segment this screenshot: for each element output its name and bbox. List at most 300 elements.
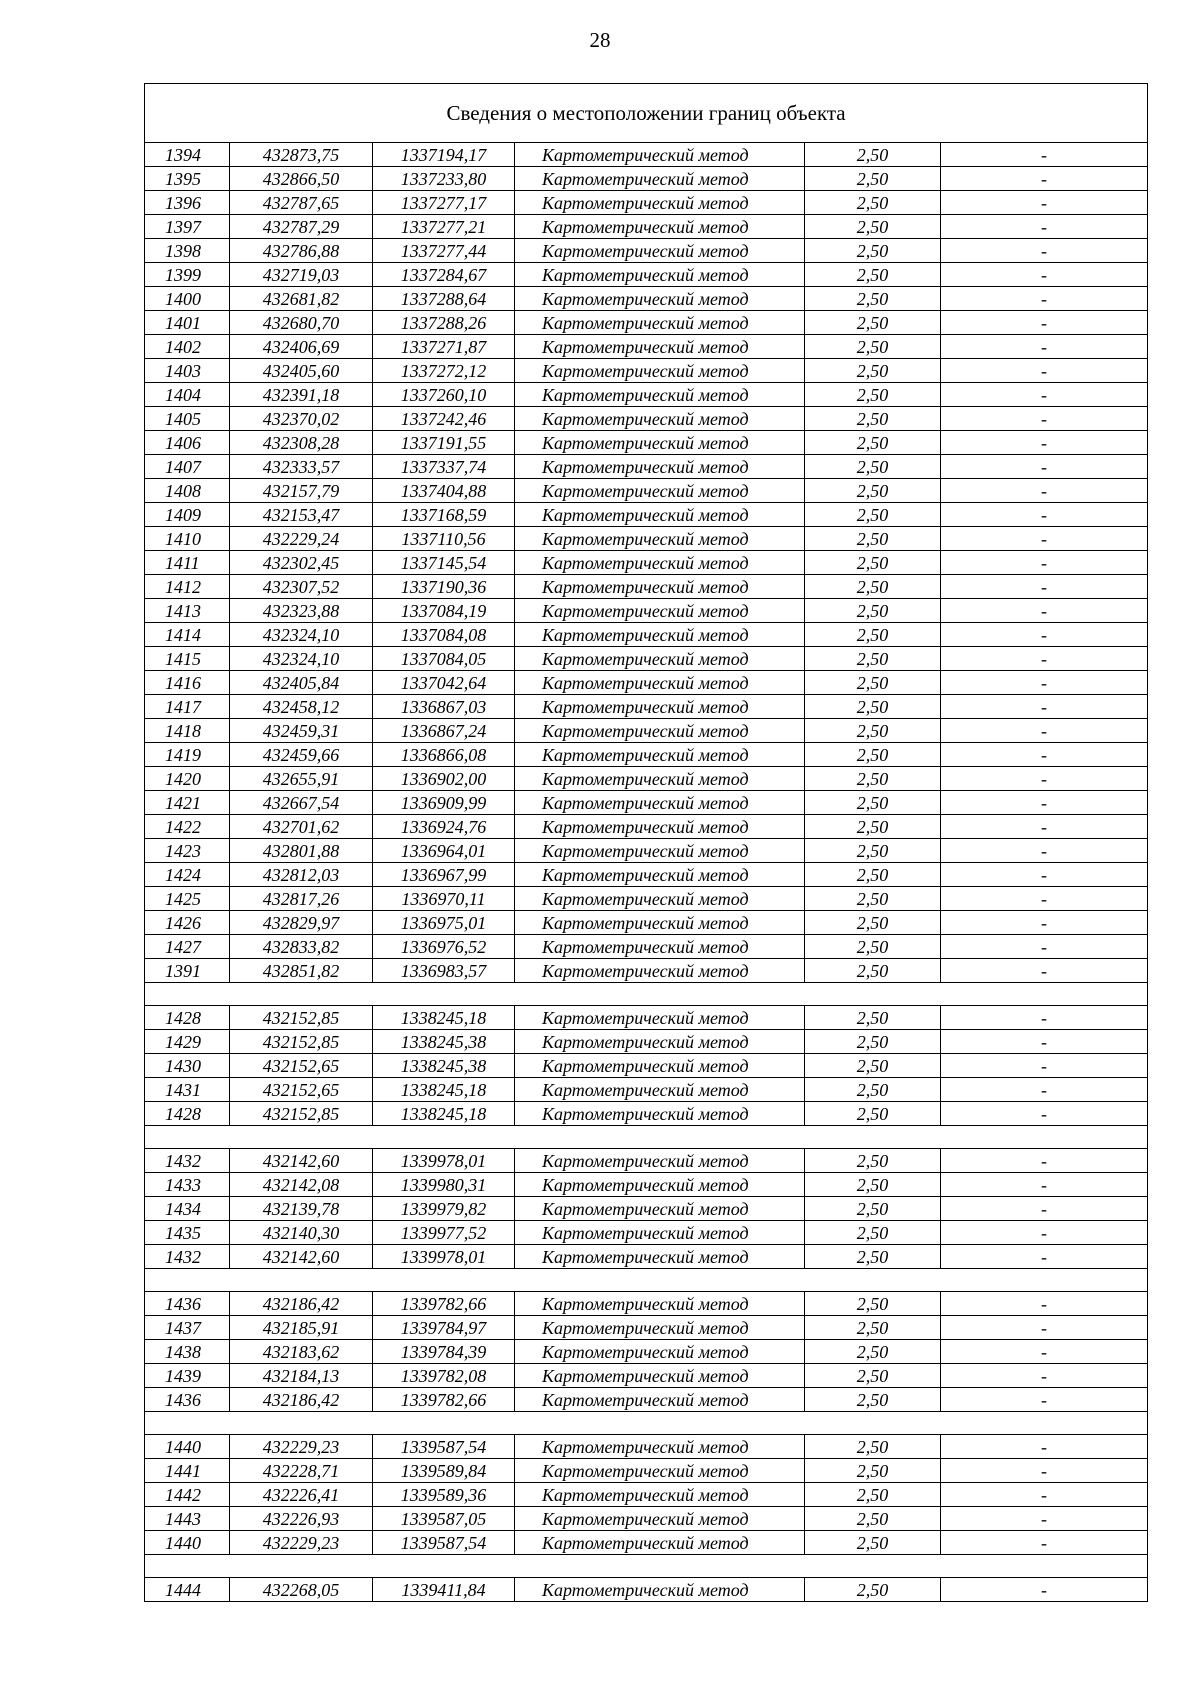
x-coordinate: 432153,47 (230, 503, 373, 527)
table-row (145, 1078, 1148, 1102)
method: Картометрический метод (515, 1316, 805, 1340)
method: Картометрический метод (515, 287, 805, 311)
note: - (941, 911, 1148, 935)
x-coordinate: 432866,50 (230, 167, 373, 191)
method: Картометрический метод (515, 671, 805, 695)
method: Картометрический метод (515, 791, 805, 815)
note: - (941, 383, 1148, 407)
accuracy: 2,50 (805, 143, 941, 167)
y-coordinate: 1336909,99 (373, 791, 515, 815)
point-number: 1409 (145, 503, 230, 527)
table-row (145, 407, 1148, 431)
x-coordinate: 432142,60 (230, 1245, 373, 1269)
accuracy: 2,50 (805, 1316, 941, 1340)
table-row (145, 647, 1148, 671)
method: Картометрический метод (515, 551, 805, 575)
table-row (145, 935, 1148, 959)
x-coordinate: 432719,03 (230, 263, 373, 287)
point-number: 1436 (145, 1292, 230, 1316)
y-coordinate: 1339784,39 (373, 1340, 515, 1364)
y-coordinate: 1339411,84 (373, 1578, 515, 1602)
table-row (145, 1340, 1148, 1364)
point-number: 1397 (145, 215, 230, 239)
accuracy: 2,50 (805, 1459, 941, 1483)
group-separator-row (145, 1555, 1148, 1578)
x-coordinate: 432152,85 (230, 1030, 373, 1054)
table-row (145, 143, 1148, 167)
accuracy: 2,50 (805, 215, 941, 239)
y-coordinate: 1339782,66 (373, 1292, 515, 1316)
note: - (941, 1197, 1148, 1221)
y-coordinate: 1337260,10 (373, 383, 515, 407)
y-coordinate: 1339978,01 (373, 1245, 515, 1269)
accuracy: 2,50 (805, 1078, 941, 1102)
x-coordinate: 432787,29 (230, 215, 373, 239)
point-number: 1396 (145, 191, 230, 215)
accuracy: 2,50 (805, 719, 941, 743)
method: Картометрический метод (515, 503, 805, 527)
accuracy: 2,50 (805, 1388, 941, 1412)
x-coordinate: 432152,85 (230, 1006, 373, 1030)
y-coordinate: 1337084,05 (373, 647, 515, 671)
table-row (145, 383, 1148, 407)
point-number: 1404 (145, 383, 230, 407)
y-coordinate: 1337404,88 (373, 479, 515, 503)
x-coordinate: 432139,78 (230, 1197, 373, 1221)
note: - (941, 1340, 1148, 1364)
note: - (941, 1173, 1148, 1197)
y-coordinate: 1336866,08 (373, 743, 515, 767)
method: Картометрический метод (515, 1245, 805, 1269)
table-row (145, 287, 1148, 311)
point-number: 1438 (145, 1340, 230, 1364)
table-row (145, 863, 1148, 887)
accuracy: 2,50 (805, 599, 941, 623)
accuracy: 2,50 (805, 863, 941, 887)
note: - (941, 863, 1148, 887)
method: Картометрический метод (515, 815, 805, 839)
accuracy: 2,50 (805, 551, 941, 575)
table-row (145, 887, 1148, 911)
point-number: 1395 (145, 167, 230, 191)
note: - (941, 599, 1148, 623)
x-coordinate: 432829,97 (230, 911, 373, 935)
point-number: 1428 (145, 1102, 230, 1126)
point-number: 1420 (145, 767, 230, 791)
note: - (941, 335, 1148, 359)
y-coordinate: 1336970,11 (373, 887, 515, 911)
point-number: 1429 (145, 1030, 230, 1054)
y-coordinate: 1339782,08 (373, 1364, 515, 1388)
note: - (941, 407, 1148, 431)
point-number: 1431 (145, 1078, 230, 1102)
table-row (145, 1483, 1148, 1507)
group-separator-row (145, 1126, 1148, 1149)
x-coordinate: 432817,26 (230, 887, 373, 911)
accuracy: 2,50 (805, 503, 941, 527)
point-number: 1426 (145, 911, 230, 935)
x-coordinate: 432268,05 (230, 1578, 373, 1602)
point-number: 1427 (145, 935, 230, 959)
table-title-row (145, 84, 1148, 143)
y-coordinate: 1337277,21 (373, 215, 515, 239)
y-coordinate: 1337194,17 (373, 143, 515, 167)
point-number: 1391 (145, 959, 230, 983)
method: Картометрический метод (515, 695, 805, 719)
method: Картометрический метод (515, 527, 805, 551)
accuracy: 2,50 (805, 311, 941, 335)
note: - (941, 167, 1148, 191)
accuracy: 2,50 (805, 1149, 941, 1173)
accuracy: 2,50 (805, 1054, 941, 1078)
boundary-table (144, 83, 1148, 1602)
group-separator (145, 1269, 1148, 1292)
accuracy: 2,50 (805, 695, 941, 719)
method: Картометрический метод (515, 479, 805, 503)
y-coordinate: 1337288,26 (373, 311, 515, 335)
note: - (941, 671, 1148, 695)
point-number: 1403 (145, 359, 230, 383)
x-coordinate: 432229,23 (230, 1435, 373, 1459)
table-row (145, 599, 1148, 623)
point-number: 1412 (145, 575, 230, 599)
method: Картометрический метод (515, 959, 805, 983)
accuracy: 2,50 (805, 1030, 941, 1054)
x-coordinate: 432142,60 (230, 1149, 373, 1173)
table-title: Сведения о местоположении границ объекта (145, 84, 1148, 143)
table-row (145, 1578, 1148, 1602)
table-row (145, 1149, 1148, 1173)
note: - (941, 1531, 1148, 1555)
method: Картометрический метод (515, 1459, 805, 1483)
point-number: 1435 (145, 1221, 230, 1245)
point-number: 1442 (145, 1483, 230, 1507)
point-number: 1410 (145, 527, 230, 551)
y-coordinate: 1337084,19 (373, 599, 515, 623)
table-row (145, 1102, 1148, 1126)
table-row (145, 1030, 1148, 1054)
method: Картометрический метод (515, 167, 805, 191)
table-row (145, 1435, 1148, 1459)
method: Картометрический метод (515, 623, 805, 647)
note: - (941, 287, 1148, 311)
x-coordinate: 432140,30 (230, 1221, 373, 1245)
method: Картометрический метод (515, 719, 805, 743)
accuracy: 2,50 (805, 167, 941, 191)
accuracy: 2,50 (805, 887, 941, 911)
method: Картометрический метод (515, 1388, 805, 1412)
table-row (145, 1459, 1148, 1483)
accuracy: 2,50 (805, 479, 941, 503)
point-number: 1424 (145, 863, 230, 887)
point-number: 1418 (145, 719, 230, 743)
method: Картометрический метод (515, 1483, 805, 1507)
accuracy: 2,50 (805, 1173, 941, 1197)
point-number: 1406 (145, 431, 230, 455)
note: - (941, 839, 1148, 863)
method: Картометрический метод (515, 1006, 805, 1030)
method: Картометрический метод (515, 767, 805, 791)
note: - (941, 1245, 1148, 1269)
accuracy: 2,50 (805, 671, 941, 695)
note: - (941, 455, 1148, 479)
x-coordinate: 432406,69 (230, 335, 373, 359)
method: Картометрический метод (515, 575, 805, 599)
point-number: 1419 (145, 743, 230, 767)
y-coordinate: 1337277,44 (373, 239, 515, 263)
table-row (145, 1531, 1148, 1555)
point-number: 1430 (145, 1054, 230, 1078)
table-row (145, 743, 1148, 767)
point-number: 1394 (145, 143, 230, 167)
accuracy: 2,50 (805, 839, 941, 863)
y-coordinate: 1336924,76 (373, 815, 515, 839)
note: - (941, 1102, 1148, 1126)
y-coordinate: 1336902,00 (373, 767, 515, 791)
accuracy: 2,50 (805, 383, 941, 407)
x-coordinate: 432307,52 (230, 575, 373, 599)
table-row (145, 767, 1148, 791)
table-row (145, 719, 1148, 743)
point-number: 1436 (145, 1388, 230, 1412)
table-row (145, 311, 1148, 335)
y-coordinate: 1339589,36 (373, 1483, 515, 1507)
method: Картометрический метод (515, 263, 805, 287)
note: - (941, 647, 1148, 671)
note: - (941, 1364, 1148, 1388)
x-coordinate: 432228,71 (230, 1459, 373, 1483)
accuracy: 2,50 (805, 623, 941, 647)
table-row (145, 455, 1148, 479)
method: Картометрический метод (515, 1197, 805, 1221)
x-coordinate: 432458,12 (230, 695, 373, 719)
accuracy: 2,50 (805, 1531, 941, 1555)
note: - (941, 239, 1148, 263)
method: Картометрический метод (515, 743, 805, 767)
accuracy: 2,50 (805, 647, 941, 671)
point-number: 1408 (145, 479, 230, 503)
y-coordinate: 1338245,18 (373, 1102, 515, 1126)
table-row (145, 215, 1148, 239)
y-coordinate: 1337084,08 (373, 623, 515, 647)
note: - (941, 767, 1148, 791)
note: - (941, 1078, 1148, 1102)
method: Картометрический метод (515, 1078, 805, 1102)
y-coordinate: 1336867,03 (373, 695, 515, 719)
x-coordinate: 432142,08 (230, 1173, 373, 1197)
x-coordinate: 432184,13 (230, 1364, 373, 1388)
y-coordinate: 1336964,01 (373, 839, 515, 863)
method: Картометрический метод (515, 359, 805, 383)
method: Картометрический метод (515, 1531, 805, 1555)
method: Картометрический метод (515, 839, 805, 863)
method: Картометрический метод (515, 887, 805, 911)
y-coordinate: 1336967,99 (373, 863, 515, 887)
point-number: 1421 (145, 791, 230, 815)
table-row (145, 839, 1148, 863)
x-coordinate: 432812,03 (230, 863, 373, 887)
x-coordinate: 432186,42 (230, 1388, 373, 1412)
point-number: 1432 (145, 1245, 230, 1269)
table-row (145, 623, 1148, 647)
method: Картометрический метод (515, 1054, 805, 1078)
point-number: 1411 (145, 551, 230, 575)
group-separator (145, 1412, 1148, 1435)
x-coordinate: 432152,85 (230, 1102, 373, 1126)
table-row (145, 1173, 1148, 1197)
x-coordinate: 432370,02 (230, 407, 373, 431)
x-coordinate: 432681,82 (230, 287, 373, 311)
x-coordinate: 432229,23 (230, 1531, 373, 1555)
accuracy: 2,50 (805, 287, 941, 311)
y-coordinate: 1339979,82 (373, 1197, 515, 1221)
accuracy: 2,50 (805, 1197, 941, 1221)
method: Картометрический метод (515, 215, 805, 239)
method: Картометрический метод (515, 863, 805, 887)
x-coordinate: 432157,79 (230, 479, 373, 503)
x-coordinate: 432787,65 (230, 191, 373, 215)
y-coordinate: 1337272,12 (373, 359, 515, 383)
note: - (941, 1149, 1148, 1173)
method: Картометрический метод (515, 311, 805, 335)
method: Картометрический метод (515, 1221, 805, 1245)
x-coordinate: 432873,75 (230, 143, 373, 167)
method: Картометрический метод (515, 455, 805, 479)
point-number: 1444 (145, 1578, 230, 1602)
accuracy: 2,50 (805, 959, 941, 983)
table-row (145, 959, 1148, 983)
table-row (145, 1507, 1148, 1531)
group-separator (145, 983, 1148, 1006)
x-coordinate: 432183,62 (230, 1340, 373, 1364)
note: - (941, 311, 1148, 335)
accuracy: 2,50 (805, 1578, 941, 1602)
x-coordinate: 432152,65 (230, 1054, 373, 1078)
y-coordinate: 1338245,38 (373, 1030, 515, 1054)
x-coordinate: 432459,66 (230, 743, 373, 767)
y-coordinate: 1338245,18 (373, 1006, 515, 1030)
accuracy: 2,50 (805, 767, 941, 791)
method: Картометрический метод (515, 935, 805, 959)
point-number: 1399 (145, 263, 230, 287)
x-coordinate: 432324,10 (230, 647, 373, 671)
note: - (941, 191, 1148, 215)
y-coordinate: 1337337,74 (373, 455, 515, 479)
x-coordinate: 432302,45 (230, 551, 373, 575)
accuracy: 2,50 (805, 527, 941, 551)
point-number: 1417 (145, 695, 230, 719)
accuracy: 2,50 (805, 239, 941, 263)
x-coordinate: 432405,60 (230, 359, 373, 383)
x-coordinate: 432405,84 (230, 671, 373, 695)
y-coordinate: 1337233,80 (373, 167, 515, 191)
note: - (941, 1507, 1148, 1531)
y-coordinate: 1339977,52 (373, 1221, 515, 1245)
point-number: 1428 (145, 1006, 230, 1030)
point-number: 1407 (145, 455, 230, 479)
table-row (145, 1054, 1148, 1078)
accuracy: 2,50 (805, 1483, 941, 1507)
y-coordinate: 1336976,52 (373, 935, 515, 959)
note: - (941, 359, 1148, 383)
y-coordinate: 1337042,64 (373, 671, 515, 695)
note: - (941, 263, 1148, 287)
y-coordinate: 1339587,54 (373, 1531, 515, 1555)
method: Картометрический метод (515, 911, 805, 935)
note: - (941, 719, 1148, 743)
note: - (941, 143, 1148, 167)
table-row (145, 479, 1148, 503)
note: - (941, 1388, 1148, 1412)
group-separator (145, 1126, 1148, 1149)
accuracy: 2,50 (805, 1507, 941, 1531)
table-row (145, 359, 1148, 383)
accuracy: 2,50 (805, 815, 941, 839)
table-row (145, 911, 1148, 935)
group-separator (145, 1555, 1148, 1578)
x-coordinate: 432786,88 (230, 239, 373, 263)
note: - (941, 959, 1148, 983)
table-row (145, 1245, 1148, 1269)
method: Картометрический метод (515, 431, 805, 455)
y-coordinate: 1337168,59 (373, 503, 515, 527)
y-coordinate: 1337145,54 (373, 551, 515, 575)
accuracy: 2,50 (805, 191, 941, 215)
accuracy: 2,50 (805, 263, 941, 287)
point-number: 1401 (145, 311, 230, 335)
y-coordinate: 1336867,24 (373, 719, 515, 743)
point-number: 1433 (145, 1173, 230, 1197)
note: - (941, 887, 1148, 911)
method: Картометрический метод (515, 1435, 805, 1459)
y-coordinate: 1337191,55 (373, 431, 515, 455)
point-number: 1432 (145, 1149, 230, 1173)
table-row (145, 1221, 1148, 1245)
y-coordinate: 1339587,05 (373, 1507, 515, 1531)
note: - (941, 527, 1148, 551)
table-row (145, 1388, 1148, 1412)
point-number: 1398 (145, 239, 230, 263)
table-row (145, 263, 1148, 287)
group-separator-row (145, 1412, 1148, 1435)
note: - (941, 1054, 1148, 1078)
table-row (145, 695, 1148, 719)
table-row (145, 503, 1148, 527)
x-coordinate: 432226,93 (230, 1507, 373, 1531)
note: - (941, 215, 1148, 239)
point-number: 1437 (145, 1316, 230, 1340)
accuracy: 2,50 (805, 407, 941, 431)
table-row (145, 1364, 1148, 1388)
accuracy: 2,50 (805, 431, 941, 455)
note: - (941, 1292, 1148, 1316)
accuracy: 2,50 (805, 743, 941, 767)
y-coordinate: 1337190,36 (373, 575, 515, 599)
y-coordinate: 1338245,38 (373, 1054, 515, 1078)
table-row (145, 239, 1148, 263)
y-coordinate: 1337288,64 (373, 287, 515, 311)
accuracy: 2,50 (805, 791, 941, 815)
table-row (145, 575, 1148, 599)
accuracy: 2,50 (805, 359, 941, 383)
method: Картометрический метод (515, 1507, 805, 1531)
method: Картометрический метод (515, 1292, 805, 1316)
y-coordinate: 1338245,18 (373, 1078, 515, 1102)
note: - (941, 551, 1148, 575)
method: Картометрический метод (515, 1149, 805, 1173)
note: - (941, 1483, 1148, 1507)
note: - (941, 935, 1148, 959)
